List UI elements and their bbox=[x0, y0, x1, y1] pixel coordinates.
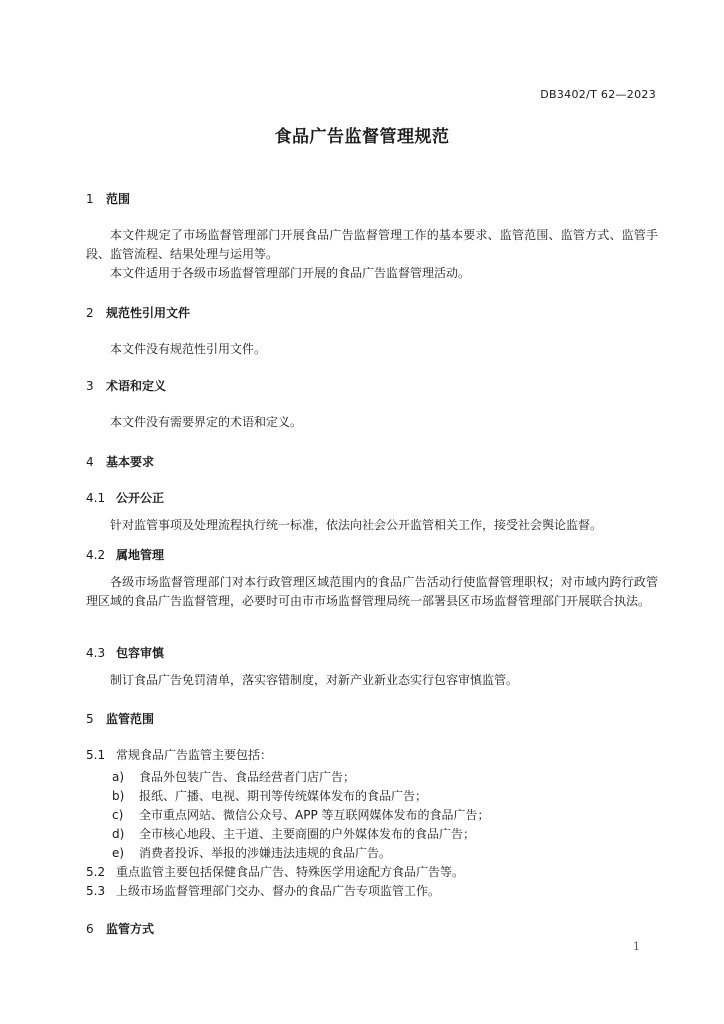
list-item-text: 食品外包装广告、食品经营者门店广告； bbox=[139, 770, 356, 784]
section-4-1-heading bbox=[86, 489, 164, 506]
list-item-text: 消费者投诉、举报的涉嫌违法违规的食品广告。 bbox=[139, 846, 392, 860]
subsection-number: 5.2 bbox=[86, 865, 106, 879]
subsection-title: 包容审慎 bbox=[116, 646, 165, 660]
section-1-paragraph-1: 本文件规定了市场监督管理部门开展食品广告监督管理工作的基本要求、监管范围、监管方式、监管手段、监管流程、结果处理与运用等。 bbox=[86, 228, 658, 261]
list-item-label: b) bbox=[112, 789, 125, 803]
subsection-text: 上级市场监督管理部门交办、督办的食品广告专项监管工作。 bbox=[116, 884, 441, 898]
subsection-number: 4.2 bbox=[86, 548, 106, 562]
section-1-paragraph-2: 本文件适用于各级市场监督管理部门开展的食品广告监督管理活动。 bbox=[110, 266, 471, 280]
list-item-label: c) bbox=[112, 808, 124, 822]
section-title: 监管方式 bbox=[106, 922, 155, 936]
list-item-text: 全市重点网站、微信公众号、APP 等互联网媒体发布的食品广告； bbox=[139, 808, 490, 822]
subsection-text: 常规食品广告监管主要包括： bbox=[116, 748, 273, 762]
section-5-3 bbox=[86, 882, 440, 899]
section-5-2 bbox=[86, 863, 464, 880]
section-4-1-paragraph: 针对监管事项及处理流程执行统一标准，依法向社会公开监管相关工作，接受社会舆论监督。 bbox=[110, 518, 603, 532]
section-4-heading bbox=[86, 453, 154, 470]
section-number: 6 bbox=[86, 922, 94, 936]
list-item bbox=[112, 844, 391, 861]
list-item bbox=[112, 787, 427, 804]
list-item bbox=[112, 768, 355, 785]
list-item bbox=[112, 825, 475, 842]
section-number: 2 bbox=[86, 306, 94, 320]
section-title: 术语和定义 bbox=[106, 379, 167, 393]
section-number: 4 bbox=[86, 455, 94, 469]
list-item-label: a) bbox=[112, 770, 125, 784]
section-1-heading bbox=[86, 190, 130, 207]
list-item-label: e) bbox=[112, 846, 125, 860]
subsection-title: 属地管理 bbox=[116, 548, 165, 562]
section-number: 3 bbox=[86, 379, 94, 393]
subsection-title: 公开公正 bbox=[116, 491, 165, 505]
section-2-heading bbox=[86, 304, 190, 321]
section-title: 基本要求 bbox=[106, 455, 155, 469]
section-2-paragraph: 本文件没有规范性引用文件。 bbox=[110, 342, 267, 356]
section-4-3-heading bbox=[86, 644, 164, 661]
section-4-2-heading bbox=[86, 546, 164, 563]
list-item-text: 报纸、广播、电视、期刊等传统媒体发布的食品广告； bbox=[139, 789, 428, 803]
list-item-label: d) bbox=[112, 827, 125, 841]
subsection-number: 4.1 bbox=[86, 491, 106, 505]
section-6-heading bbox=[86, 920, 154, 937]
list-item-text: 全市核心地段、主干道、主要商圈的户外媒体发布的食品广告； bbox=[139, 827, 476, 841]
list-item bbox=[112, 806, 490, 823]
subsection-number: 5.3 bbox=[86, 884, 106, 898]
section-title: 范围 bbox=[106, 192, 131, 206]
document-title: 食品广告监督管理规范 bbox=[274, 127, 450, 147]
section-title: 规范性引用文件 bbox=[106, 306, 191, 320]
section-3-paragraph: 本文件没有需要界定的术语和定义。 bbox=[110, 415, 303, 429]
subsection-number: 5.1 bbox=[86, 748, 106, 762]
subsection-number: 4.3 bbox=[86, 646, 106, 660]
section-title: 监管范围 bbox=[106, 712, 155, 726]
standard-code: DB3402/T 62—2023 bbox=[540, 88, 656, 101]
subsection-text: 重点监管主要包括保健食品广告、特殊医学用途配方食品广告等。 bbox=[116, 865, 465, 879]
section-5-1 bbox=[86, 746, 272, 763]
section-3-heading bbox=[86, 377, 166, 394]
page-number: 1 bbox=[633, 940, 640, 953]
section-4-3-paragraph: 制订食品广告免罚清单，落实容错制度，对新产业新业态实行包容审慎监管。 bbox=[110, 673, 519, 687]
section-5-heading bbox=[86, 710, 154, 727]
section-4-2-paragraph: 各级市场监督管理部门对本行政管理区域范围内的食品广告活动行使监督管理职权；对市域内跨行政管理区域的食品广告监督管理，必要时可由市市场监督管理局统一部署县区市场监督管理部门开展联合执法。 bbox=[86, 575, 658, 608]
section-number: 1 bbox=[86, 192, 94, 206]
section-number: 5 bbox=[86, 712, 94, 726]
